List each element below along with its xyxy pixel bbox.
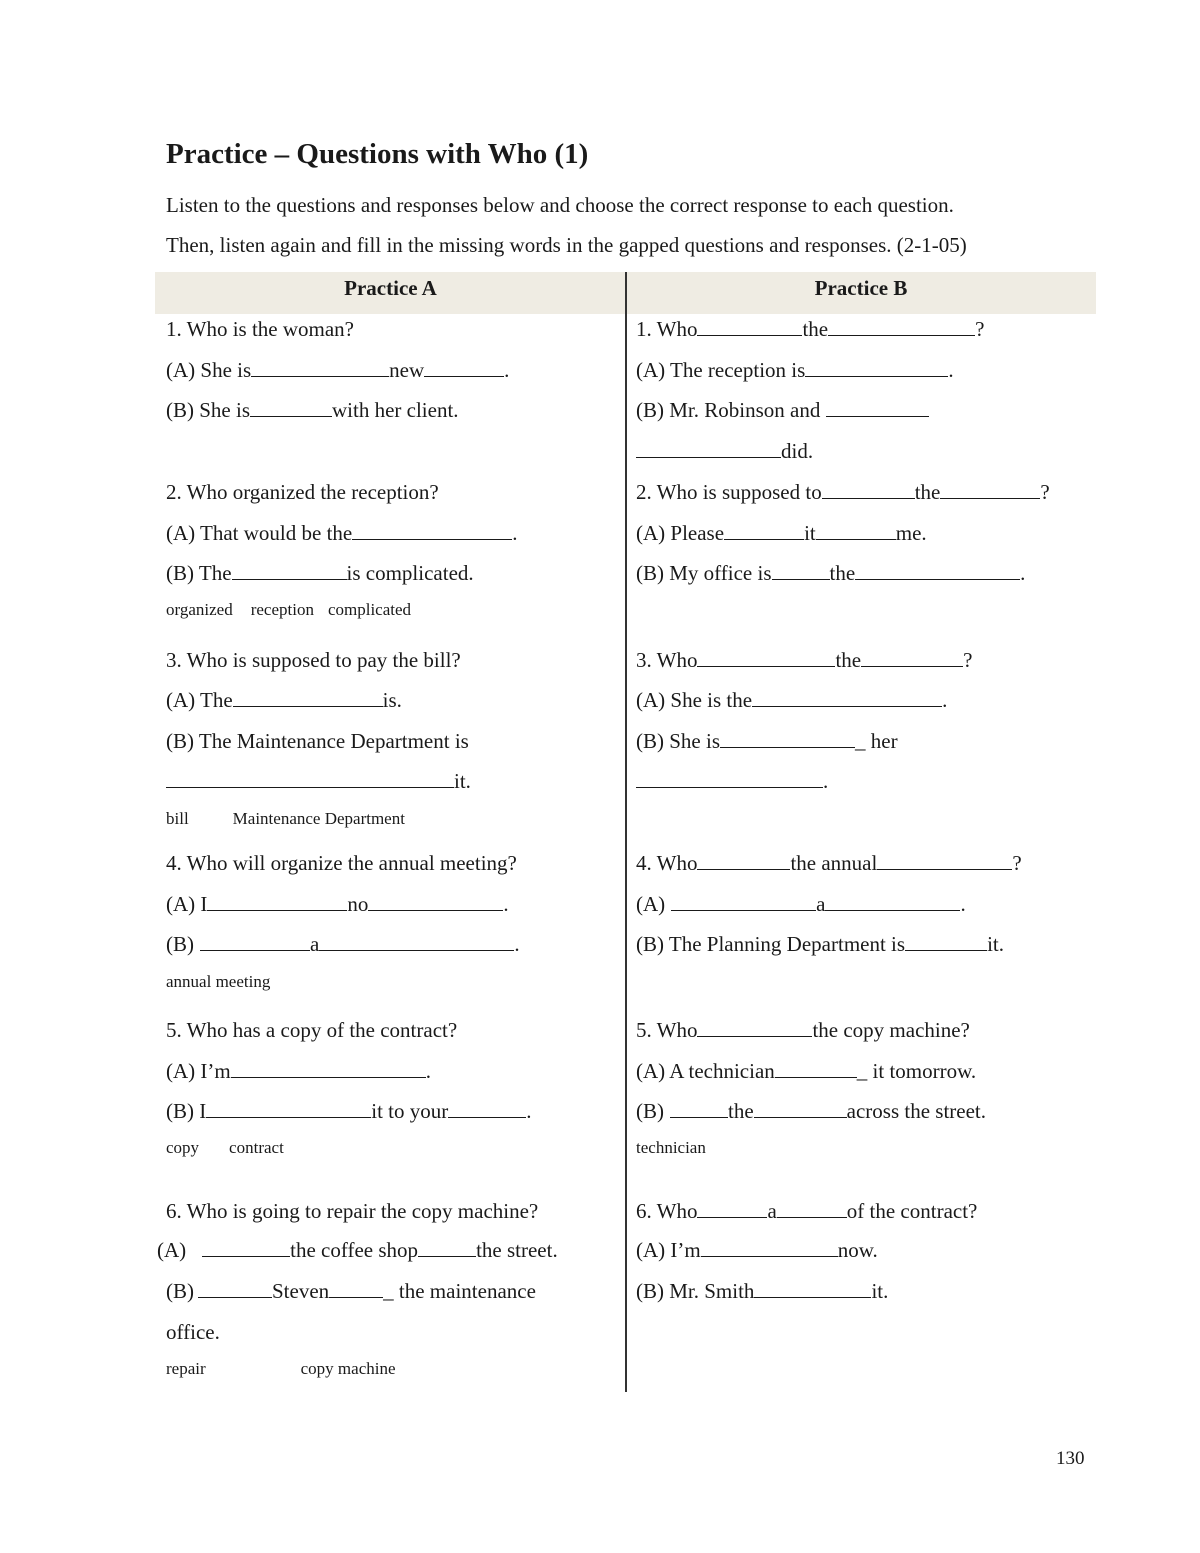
- b-q6-question: [636, 1198, 977, 1224]
- vocab-word: reception: [250, 600, 314, 619]
- text: (A): [157, 1238, 187, 1262]
- blank: [418, 1238, 476, 1257]
- text: new: [389, 358, 425, 382]
- a-q6-option-a: [157, 1237, 558, 1263]
- blank: [754, 1279, 871, 1298]
- text: (A) Please: [636, 521, 725, 545]
- a-q1-question: 1. Who is the woman?: [166, 317, 354, 341]
- vocab-word: annual meeting: [166, 972, 271, 991]
- text: a: [310, 932, 320, 956]
- blank: [352, 521, 512, 540]
- vocab-word: organized: [166, 600, 233, 619]
- blank: [697, 851, 790, 870]
- blank: [233, 688, 383, 707]
- vocab-word: technician: [636, 1138, 706, 1157]
- blank: [825, 892, 960, 911]
- text: (A) The: [166, 688, 233, 712]
- a-q2-option-b: [166, 560, 474, 586]
- blank: [816, 521, 896, 540]
- text: a: [767, 1199, 777, 1223]
- text: (A) That would be the: [166, 521, 353, 545]
- b-q3-option-b-cont: [636, 768, 828, 794]
- a-q6-option-b: [166, 1278, 536, 1304]
- text: .: [942, 688, 948, 712]
- a-q3-option-b: (B) The Maintenance Department is: [166, 729, 469, 753]
- text: the: [835, 648, 862, 672]
- b-q2-option-a: [636, 520, 927, 546]
- b-q4-question: [636, 850, 1022, 876]
- text: .: [1020, 561, 1026, 585]
- b-q2-question: [636, 479, 1050, 505]
- text: (B): [166, 932, 194, 956]
- text: Steven: [272, 1279, 330, 1303]
- blank: [636, 769, 823, 788]
- a-q3-option-b-cont: [166, 768, 471, 794]
- text: ?: [1012, 851, 1022, 875]
- text: .: [504, 358, 510, 382]
- page-title: Practice – Questions with Who (1): [166, 138, 589, 170]
- blank: [826, 398, 929, 417]
- blank: [828, 317, 975, 336]
- blank: [207, 892, 347, 911]
- blank: [671, 892, 816, 911]
- vocab-word: copy: [166, 1138, 200, 1157]
- text: _ the maintenance: [383, 1279, 536, 1303]
- text: (A) I: [166, 892, 208, 916]
- a-q3-vocab: [166, 806, 405, 832]
- text: (B): [636, 1099, 664, 1123]
- page-number: 130: [1056, 1448, 1085, 1469]
- a-q2-question: 2. Who organized the reception?: [166, 480, 439, 504]
- text: .: [823, 769, 829, 793]
- b-q5-question: [636, 1017, 970, 1043]
- blank: [319, 932, 514, 951]
- a-q1-option-b: [166, 397, 459, 423]
- column-header-practice-b: Practice B: [814, 276, 908, 300]
- text: (B): [166, 1279, 194, 1303]
- text: .: [960, 892, 966, 916]
- blank: [697, 648, 835, 667]
- text: 5. Who: [636, 1018, 698, 1042]
- text: .: [425, 1059, 431, 1083]
- text: of the contract?: [846, 1199, 978, 1223]
- text: the street.: [476, 1238, 558, 1262]
- a-q4-option-b: [166, 931, 520, 957]
- text: it: [804, 521, 816, 545]
- text: (A): [636, 892, 666, 916]
- text: the copy machine?: [812, 1018, 970, 1042]
- b-q3-option-a: [636, 687, 947, 713]
- instruction-line-2: Then, listen again and fill in the missing words in the gapped questions and responses. (2-1-05): [166, 233, 967, 257]
- practice-table: [155, 272, 1096, 1392]
- vocab-word: contract: [229, 1138, 284, 1157]
- blank: [701, 1238, 838, 1257]
- blank: [232, 561, 347, 580]
- text: (A) I’m: [636, 1238, 701, 1262]
- vocab-word: bill: [166, 809, 189, 828]
- text: 2. Who is supposed to: [636, 480, 822, 504]
- blank: [772, 561, 830, 580]
- text: .: [514, 932, 520, 956]
- text: (B) Mr. Smith: [636, 1279, 755, 1303]
- a-q6-question: 6. Who is going to repair the copy machine?: [166, 1199, 539, 1223]
- b-q3-option-b: [636, 728, 898, 754]
- text: did.: [781, 439, 814, 463]
- text: (B) My office is: [636, 561, 772, 585]
- a-q5-option-b: [166, 1098, 532, 1124]
- b-q4-option-a: [636, 891, 966, 917]
- b-q1-option-b: [636, 397, 929, 423]
- b-q5-option-b: [636, 1098, 986, 1124]
- text: it.: [987, 932, 1004, 956]
- instruction-line-1: Listen to the questions and responses below and choose the correct response to each question.: [166, 193, 954, 217]
- blank: [697, 317, 802, 336]
- a-q6-vocab: [166, 1356, 396, 1382]
- b-q1-question: [636, 316, 984, 342]
- a-q5-vocab: [166, 1135, 284, 1161]
- blank: [250, 398, 332, 417]
- text: (A) She is the: [636, 688, 753, 712]
- a-q4-option-a: [166, 891, 509, 917]
- a-q1-option-a: [166, 357, 509, 383]
- blank: [670, 1099, 728, 1118]
- blank: [822, 480, 915, 499]
- blank: [202, 1238, 290, 1257]
- text: _ her: [855, 729, 898, 753]
- blank: [724, 521, 804, 540]
- blank: [251, 358, 389, 377]
- text: now.: [837, 1238, 878, 1262]
- b-q5-vocab: [636, 1135, 706, 1161]
- blank: [697, 1199, 767, 1218]
- vocab-word: repair: [166, 1359, 206, 1378]
- text: the: [829, 561, 856, 585]
- text: it.: [871, 1279, 889, 1303]
- a-q5-question: 5. Who has a copy of the contract?: [166, 1018, 458, 1042]
- blank: [231, 1059, 426, 1078]
- text: ?: [975, 317, 985, 341]
- blank: [940, 480, 1040, 499]
- text: (A) The reception is: [636, 358, 806, 382]
- vocab-word: complicated: [327, 600, 412, 619]
- text: across the street.: [846, 1099, 987, 1123]
- text: .: [503, 892, 509, 916]
- b-q6-option-a: [636, 1237, 878, 1263]
- blank: [905, 932, 987, 951]
- text: ?: [963, 648, 973, 672]
- blank: [754, 1099, 847, 1118]
- column-header-practice-a: Practice A: [344, 276, 437, 300]
- text: (B) The: [166, 561, 232, 585]
- vocab-word: Maintenance Department: [232, 809, 405, 828]
- blank: [636, 439, 781, 458]
- text: it.: [454, 769, 471, 793]
- text: 1. Who: [636, 317, 698, 341]
- a-q4-question: 4. Who will organize the annual meeting?: [166, 851, 517, 875]
- text: me.: [895, 521, 927, 545]
- text: _ it tomorrow.: [856, 1059, 977, 1083]
- blank: [198, 1279, 272, 1298]
- b-q3-question: [636, 647, 972, 673]
- text: a: [816, 892, 826, 916]
- a-q2-vocab: [166, 597, 411, 623]
- text: the: [728, 1099, 754, 1123]
- vocab-word: copy machine: [300, 1359, 396, 1378]
- text: 3. Who: [636, 648, 698, 672]
- blank: [166, 769, 454, 788]
- blank: [206, 1099, 371, 1118]
- blank: [329, 1279, 383, 1298]
- text: (B) I: [166, 1099, 207, 1123]
- text: no: [347, 892, 369, 916]
- blank: [777, 1199, 847, 1218]
- text: is complicated.: [346, 561, 474, 585]
- a-q5-option-a: [166, 1058, 431, 1084]
- blank: [697, 1018, 812, 1037]
- blank: [805, 358, 948, 377]
- text: 6. Who: [636, 1199, 698, 1223]
- blank: [368, 892, 503, 911]
- blank: [200, 932, 310, 951]
- text: .: [526, 1099, 532, 1123]
- b-q1-option-a: [636, 357, 954, 383]
- text: the annual: [790, 851, 878, 875]
- blank: [855, 561, 1020, 580]
- text: .: [948, 358, 954, 382]
- b-q2-option-b: [636, 560, 1025, 586]
- text: the coffee shop: [290, 1238, 419, 1262]
- blank: [448, 1099, 526, 1118]
- blank: [861, 648, 963, 667]
- text: is.: [382, 688, 402, 712]
- a-q6-option-b-cont: office.: [166, 1320, 220, 1344]
- blank: [720, 729, 855, 748]
- text: the: [802, 317, 829, 341]
- column-divider: [625, 272, 627, 1392]
- a-q3-option-a: [166, 687, 402, 713]
- text: .: [512, 521, 518, 545]
- blank: [877, 851, 1012, 870]
- a-q4-vocab: [166, 969, 270, 995]
- blank: [752, 688, 942, 707]
- blank: [424, 358, 504, 377]
- text: (B) She is: [636, 729, 720, 753]
- b-q6-option-b: [636, 1278, 888, 1304]
- b-q5-option-a: [636, 1058, 976, 1084]
- text: it to your: [371, 1099, 449, 1123]
- text: the: [914, 480, 941, 504]
- text: (B) Mr. Robinson and: [636, 398, 821, 422]
- a-q2-option-a: [166, 520, 517, 546]
- text: (B) She is: [166, 398, 250, 422]
- b-q4-option-b: [636, 931, 1004, 957]
- text: (A) She is: [166, 358, 252, 382]
- blank: [775, 1059, 857, 1078]
- text: (A) I’m: [166, 1059, 231, 1083]
- text: (B) The Planning Department is: [636, 932, 906, 956]
- text: 4. Who: [636, 851, 698, 875]
- a-q3-question: 3. Who is supposed to pay the bill?: [166, 648, 461, 672]
- b-q1-option-b-cont: [636, 438, 813, 464]
- text: (A) A technician: [636, 1059, 775, 1083]
- text: with her client.: [332, 398, 459, 422]
- text: ?: [1040, 480, 1050, 504]
